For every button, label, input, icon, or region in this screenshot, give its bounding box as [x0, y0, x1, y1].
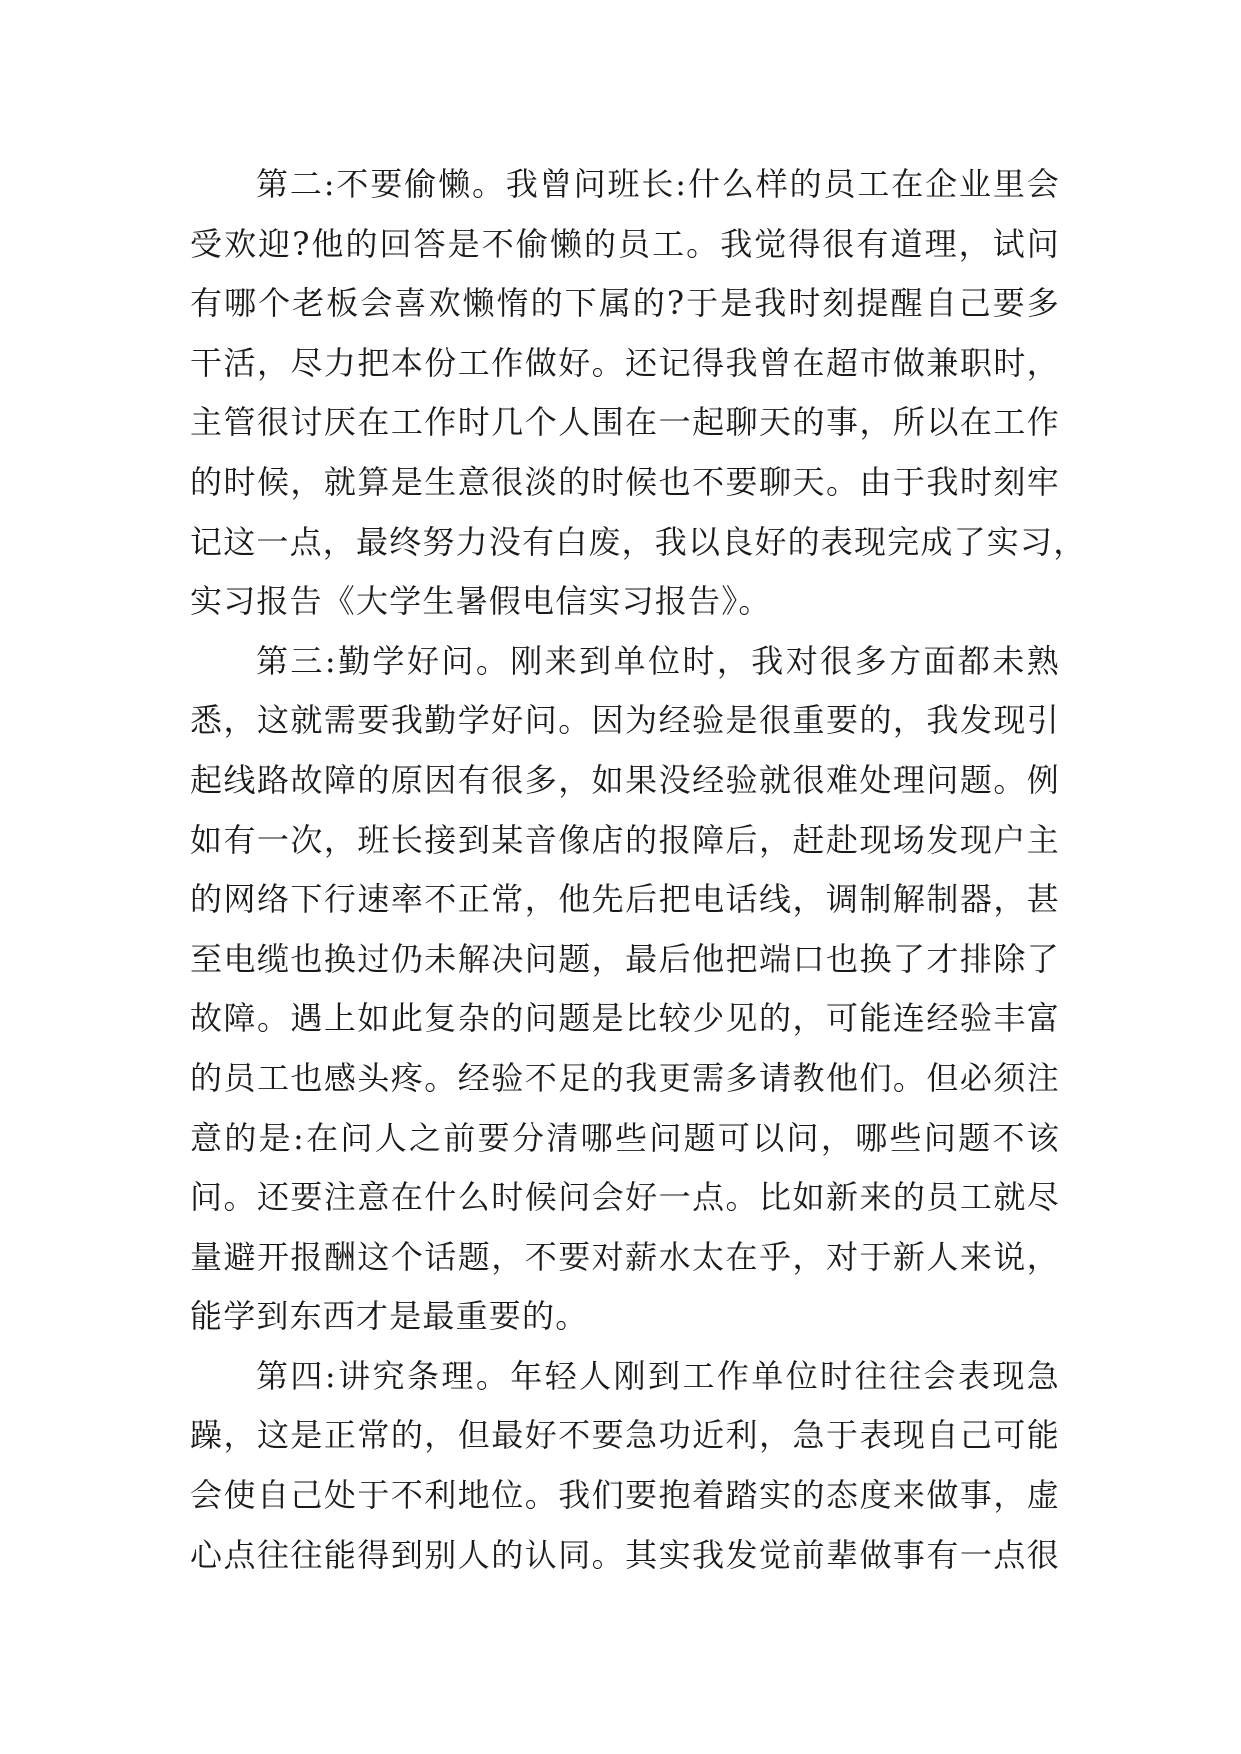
text-line: 如有一次，班长接到某音像店的报障后，赶赴现场发现户主 [190, 820, 1060, 859]
text-line: 有哪个老板会喜欢懒惰的下属的?于是我时刻提醒自己要多 [190, 284, 1060, 323]
text-line: 的时候，就算是生意很淡的时候也不要聊天。由于我时刻牢 [190, 462, 1060, 501]
text-line: 第二:不要偷懒。我曾问班长:什么样的员工在企业里会 [256, 165, 1060, 203]
text-line: 第三:勤学好问。刚来到单位时，我对很多方面都未熟 [256, 641, 1060, 680]
text-line: 能学到东西才是最重要的。 [190, 1297, 589, 1336]
text-line: 心点往往能得到别人的认同。其实我发觉前辈做事有一点很 [190, 1535, 1060, 1574]
text-line: 受欢迎?他的回答是不偷懒的员工。我觉得很有道理，试问 [190, 224, 1060, 263]
text-line: 问。还要注意在什么时候问会好一点。比如新来的员工就尽 [190, 1178, 1060, 1217]
text-line: 记这一点，最终努力没有白废，我以良好的表现完成了实习， [190, 522, 1087, 561]
body-text [190, 155, 1087, 1585]
text-line: 意的是:在问人之前要分清哪些问题可以问，哪些问题不该 [190, 1118, 1060, 1157]
text-line: 躁，这是正常的，但最好不要急功近利，急于表现自己可能 [190, 1416, 1060, 1455]
text-line: 的网络下行速率不正常，他先后把电话线，调制解制器，甚 [190, 880, 1060, 919]
text-line: 实习报告《大学生暑假电信实习报告》。 [190, 582, 772, 621]
text-line: 至电缆也换过仍未解决问题，最后他把端口也换了才排除了 [190, 939, 1060, 978]
text-line: 会使自己处于不利地位。我们要抱着踏实的态度来做事，虚 [190, 1476, 1060, 1515]
text-line: 干活，尽力把本份工作做好。还记得我曾在超市做兼职时， [190, 343, 1060, 382]
text-line: 的员工也感头疼。经验不足的我更需多请教他们。但必须注 [190, 1058, 1060, 1097]
text-line: 第四:讲究条理。年轻人刚到工作单位时往往会表现急 [256, 1356, 1060, 1395]
text-line: 起线路故障的原因有很多，如果没经验就很难处理问题。例 [190, 760, 1060, 799]
text-line: 主管很讨厌在工作时几个人围在一起聊天的事，所以在工作 [190, 403, 1060, 442]
text-line: 量避开报酬这个话题，不要对薪水太在乎，对于新人来说， [190, 1237, 1060, 1276]
text-line: 悉，这就需要我勤学好问。因为经验是很重要的，我发现引 [190, 701, 1060, 740]
text-line: 故障。遇上如此复杂的问题是比较少见的，可能连经验丰富 [190, 999, 1060, 1038]
